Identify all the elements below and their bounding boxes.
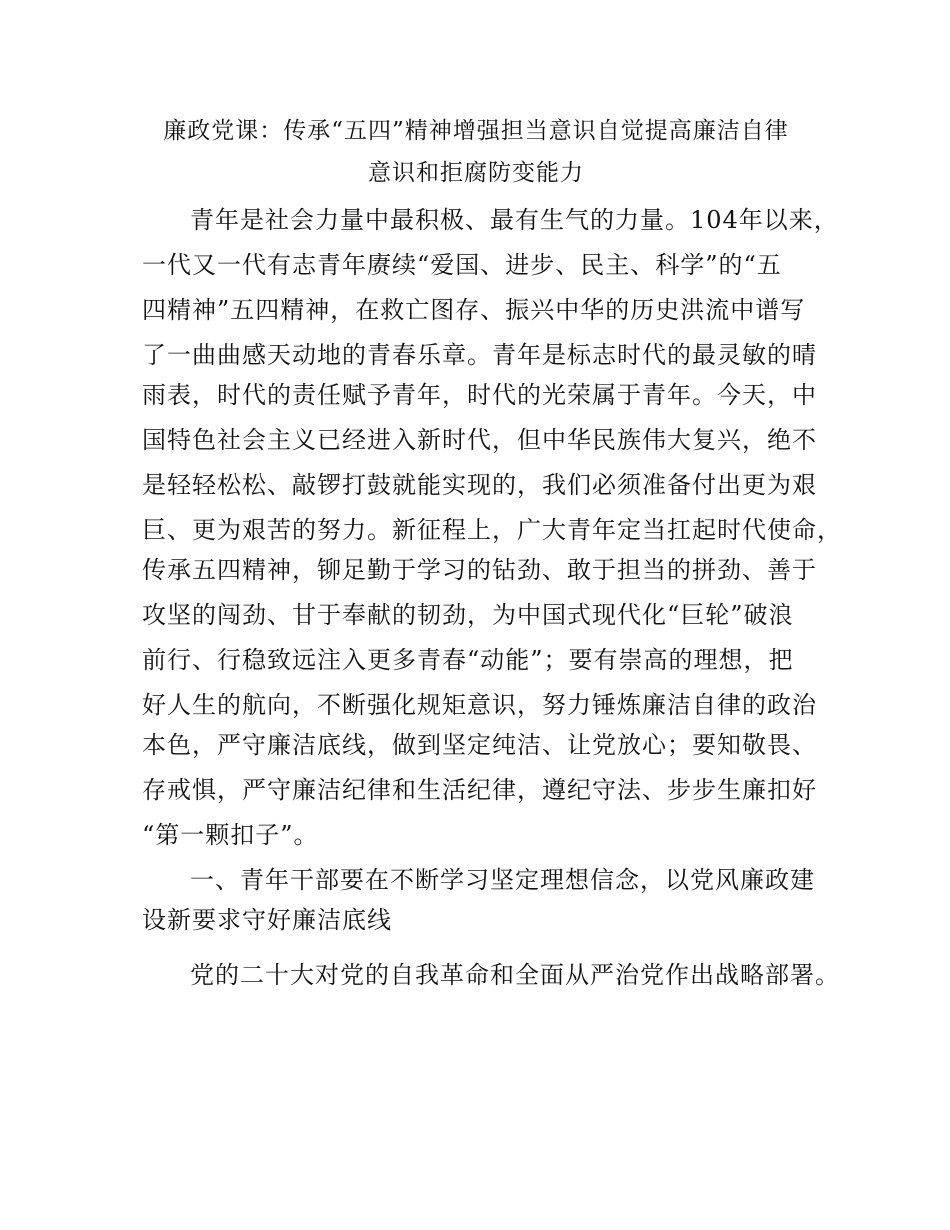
section-heading-line: 一、青年干部要在不断学习坚定理想信念，以党风廉政建: [190, 866, 815, 894]
paragraph-2-line: 党的二十大对党的自我革命和全面从严治党作出战略部署。: [190, 961, 840, 989]
document-title-line-1: 廉政党课：传承“五四”精神增强担当意识自觉提高廉洁自律: [163, 118, 789, 144]
paragraph-1-line: 四精神”五四精神，在救亡图存、振兴中华的历史洪流中谱写: [142, 296, 806, 324]
paragraph-1-line: 前行、行稳致远注入更多青春“动能”；要有崇高的理想，把: [142, 646, 794, 674]
document-title-line-2: 意识和拒腐防变能力: [368, 160, 584, 186]
paragraph-1-line: 存戒惧，严守廉洁纪律和生活纪律，遵纪守法、步步生廉扣好: [142, 776, 817, 804]
section-heading-line: 设新要求守好廉洁底线: [142, 906, 392, 934]
paragraph-1-line: 了一曲曲感天动地的青春乐章。青年是标志时代的最灵敏的晴: [142, 341, 817, 369]
paragraph-1-line: “第一颗扣子”。: [142, 821, 319, 849]
paragraph-1-line: 巨、更为艰苦的努力。新征程上，广大青年定当扛起时代使命，: [142, 516, 842, 544]
paragraph-1-line: 青年是社会力量中最积极、最有生气的力量。104年以来，: [190, 206, 839, 234]
paragraph-1-line: 好人生的航向，不断强化规矩意识，努力锤炼廉洁自律的政治: [142, 691, 817, 719]
paragraph-1-line: 本色，严守廉洁底线，做到坚定纯洁、让党放心；要知敬畏、: [142, 731, 817, 759]
paragraph-1-line: 一代又一代有志青年赓续“爱国、进步、民主、科学”的“五: [142, 251, 782, 279]
paragraph-1-line: 雨表，时代的责任赋予青年，时代的光荣属于青年。今天，中: [142, 381, 817, 409]
paragraph-1-line: 是轻轻松松、敲锣打鼓就能实现的，我们必须准备付出更为艰: [142, 471, 817, 499]
paragraph-1-line: 攻坚的闯劲、甘于奉献的韧劲，为中国式现代化“巨轮”破浪: [142, 601, 794, 629]
paragraph-1-line: 国特色社会主义已经进入新时代，但中华民族伟大复兴，绝不: [142, 426, 817, 454]
paragraph-1-line: 传承五四精神，铆足勤于学习的钻劲、敢于担当的拼劲、善于: [142, 556, 817, 584]
